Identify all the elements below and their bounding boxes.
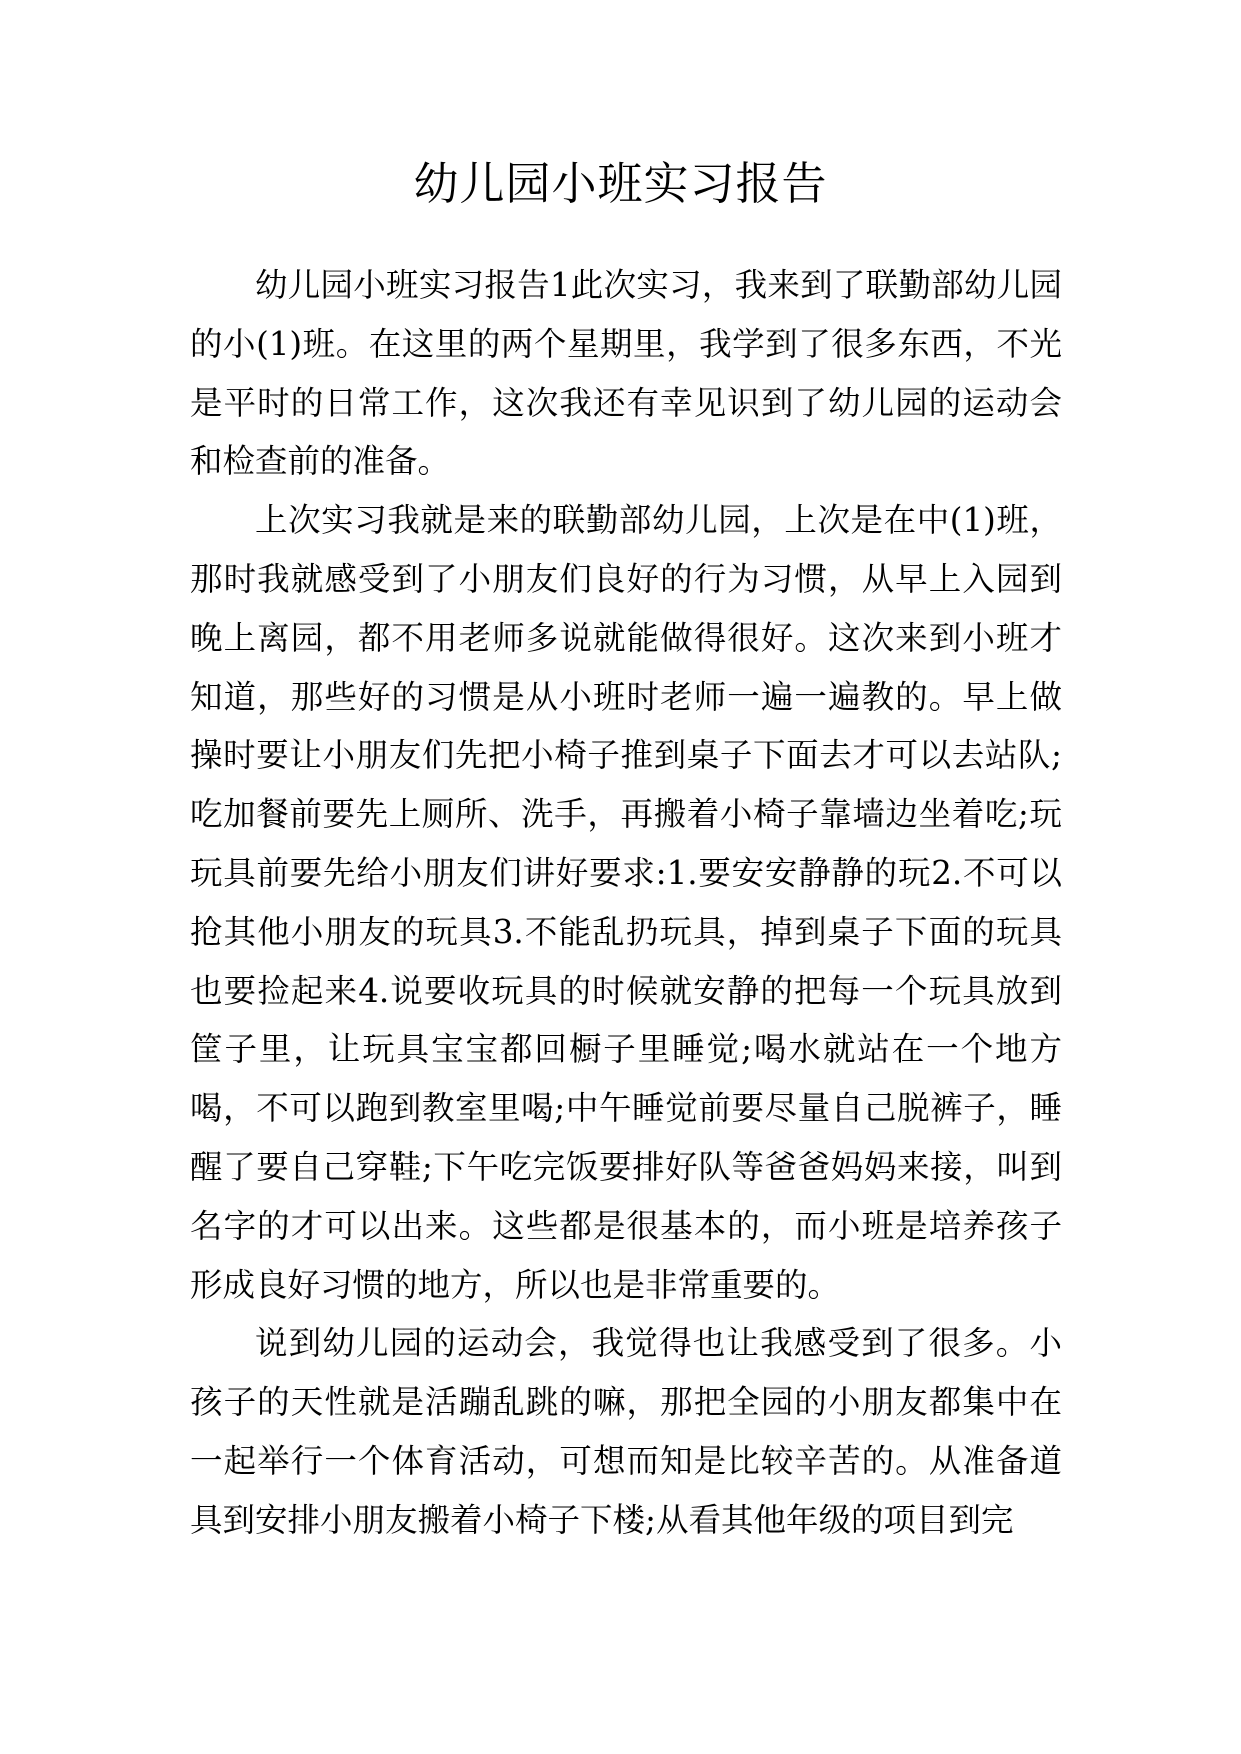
paragraph-2: 上次实习我就是来的联勤部幼儿园，上次是在中(1)班，那时我就感受到了小朋友们良好的行为习惯，从早上入园到晚上离园，都不用老师多说就能做得很好。这次来到小班才知道，那些好的习惯是从小班时老师一遍一遍教的。早上做操时要让小朋友们先把小椅子推到桌子下面去才可以去站队;吃加餐前要先上厕所、洗手，再搬着小椅子靠墙边坐着吃;玩玩具前要先给小朋友们讲好要求:1.要安安静静的玩2.不可以抢其他小朋友的玩具3.不能乱扔玩具，掉到桌子下面的玩具也要捡起来4.说要收玩具的时候就安静的把每一个玩具放到筐子里，让玩具宝宝都回橱子里睡觉;喝水就站在一个地方喝，不可以跑到教室里喝;中午睡觉前要尽量自己脱裤子，睡醒了要自己穿鞋;下午吃完饭要排好队等爸爸妈妈来接，叫到名字的才可以出来。这些都是很基本的，而小班是培养孩子形成良好习惯的地方，所以也是非常重要的。 <box>190 501 1062 1304</box>
document-title: 幼儿园小班实习报告 <box>413 157 828 210</box>
paragraph-1: 幼儿园小班实习报告1此次实习，我来到了联勤部幼儿园的小(1)班。在这里的两个星期里，我学到了很多东西，不光是平时的日常工作，这次我还有幸见识到了幼儿园的运动会和检查前的准备。 <box>190 266 1062 481</box>
document-body <box>190 256 1062 1550</box>
paragraph-3: 说到幼儿园的运动会，我觉得也让我感受到了很多。小孩子的天性就是活蹦乱跳的嘛，那把全园的小朋友都集中在一起举行一个体育活动，可想而知是比较辛苦的。从准备道具到安排小朋友搬着小椅子下楼;从看其他年级的项目到完 <box>190 1324 1062 1539</box>
